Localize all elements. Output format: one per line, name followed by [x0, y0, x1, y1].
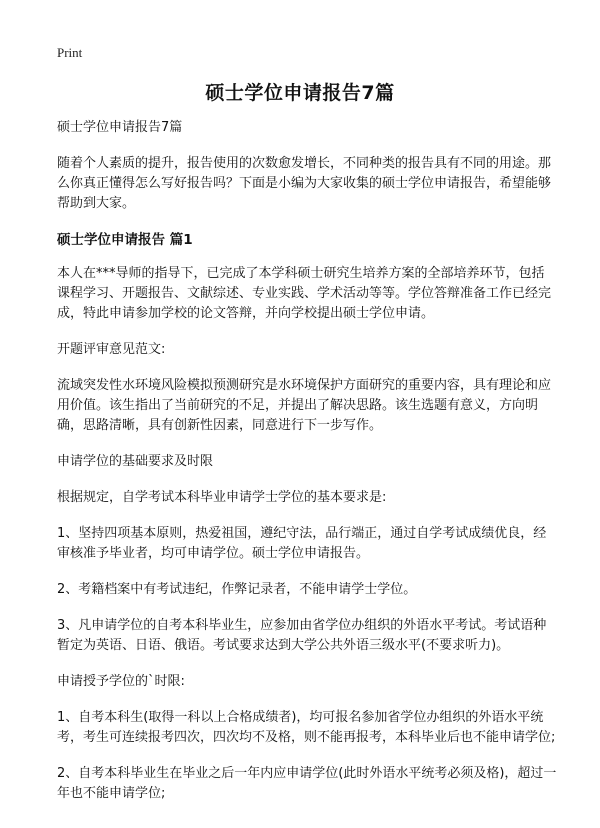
body-paragraph: 2、考籍档案中有考试违纪，作弊记录者，不能申请学士学位。 [57, 582, 417, 597]
section-heading: 硕士学位申请报告 篇1 [57, 232, 193, 248]
body-paragraph: 本人在***导师的指导下，已完成了本学科硕士研究生培养方案的全部培养环节，包括课程学习、开题报告、文献综述、专业实践、学术活动等等。学位答辩准备工作已经完成，特此申请参加学校的论文答辩，并向学校提出硕士学位申请。 [57, 266, 552, 321]
body-paragraph: 3、凡申请学位的自考本科毕业生，应参加由省学位办组织的外语水平考试。考试语种暂定为英语、日语、俄语。考试要求达到大学公共外语三级水平(不要求听力)。 [57, 618, 547, 653]
body-paragraph: 流域突发性水环境风险模拟预测研究是水环境保护方面研究的重要内容，具有理论和应用价值。该生指出了当前研究的不足，并提出了解决思路。该生选题有意义，方向明确，思路清晰，具有创新性因素，同意进行下一步写作。 [57, 378, 552, 433]
body-paragraph: 1、自考本科生(取得一科以上合格成绩者)，均可报名参加省学位办组织的外语水平统考，考生可连续报考四次，四次均不及格，则不能再报考，本科毕业后也不能申请学位; [57, 710, 556, 745]
page-title: 硕士学位申请报告7篇 [205, 82, 395, 104]
document-body [57, 118, 557, 820]
print-link[interactable]: Print [57, 45, 83, 60]
body-paragraph: 申请学位的基础要求及时限 [57, 454, 214, 469]
document-subtitle: 硕士学位申请报告7篇 [57, 120, 183, 135]
intro-paragraph: 随着个人素质的提升，报告使用的次数愈发增长，不同种类的报告具有不同的用途。那么你真正懂得怎么写好报告吗？下面是小编为大家收集的硕士学位申请报告，希望能够帮助到大家。 [57, 156, 552, 211]
body-paragraph: 根据规定，自学考试本科毕业申请学士学位的基本要求是: [57, 490, 387, 505]
body-paragraph: 开题评审意见范文: [57, 342, 166, 357]
body-paragraph: 1、坚持四项基本原则，热爱祖国，遵纪守法，品行端正，通过自学考试成绩优良，经审核准予毕业者，均可申请学位。硕士学位申请报告。 [57, 526, 547, 561]
body-paragraph: 2、自考本科毕业生在毕业之后一年内应申请学位(此时外语水平统考必须及格)，超过一年也不能申请学位; [57, 766, 557, 801]
body-paragraph: 申请授予学位的`时限: [57, 674, 185, 689]
